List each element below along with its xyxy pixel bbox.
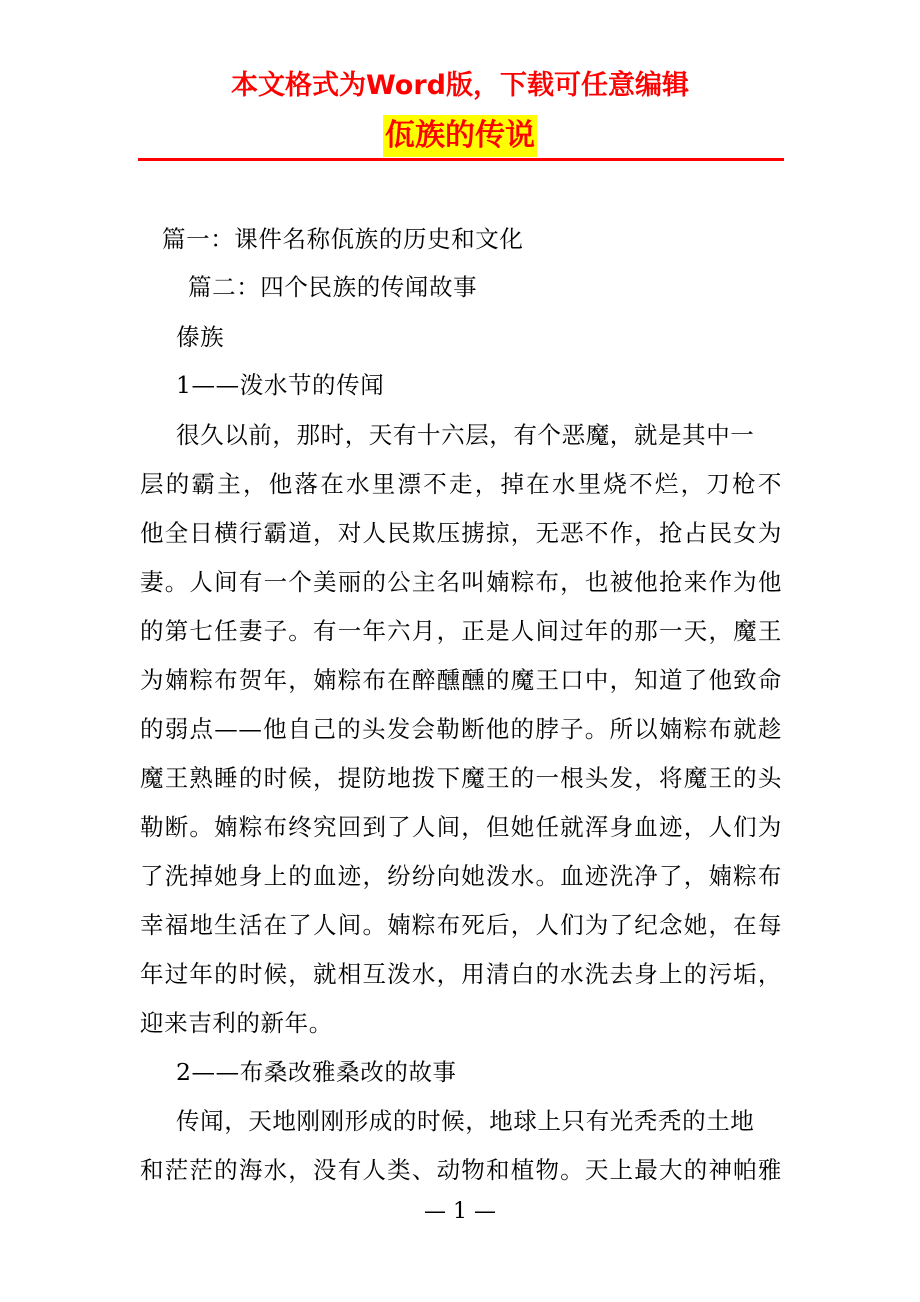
document-title: 佤族的传说 [383,115,537,157]
page-number: — 1 — [424,1199,496,1224]
story1-line: 年过年的时候，就相互泼水，用清白的水洗去身上的污垢， [140,960,782,988]
story-heading-2: 2——布桑改雅桑改的故事 [176,1058,457,1086]
story1-line: 勒断。婻粽布终究回到了人间，但她任就浑身血迹，人们为 [140,813,782,841]
story1-line: 的弱点——他自己的头发会勒断他的脖子。所以婻粽布就趁 [140,715,782,743]
section-heading-2: 篇二：四个民族的传闻故事 [188,273,478,301]
story1-line: 为婻粽布贺年，婻粽布在醉醺醺的魔王口中，知道了他致命 [140,666,782,694]
story1-line: 的第七任妻子。有一年六月，正是人间过年的那一天，魔王 [140,617,782,645]
story2-line: 和茫茫的海水，没有人类、动物和植物。天上最大的神帕雅 [140,1156,782,1184]
story1-line: 层的霸主，他落在水里漂不走，掉在水里烧不烂，刀枪不 [140,470,782,498]
ethnic-group-heading: 傣族 [176,323,225,351]
story2-line: 传闻，天地刚刚形成的时候，地球上只有光秃秃的土地 [176,1107,755,1135]
section-heading-1: 篇一：课件名称佤族的历史和文化 [162,225,524,253]
story1-line: 很久以前，那时，天有十六层，有个恶魔，就是其中一 [176,421,755,449]
story1-line: 迎来吉利的新年。 [140,1009,333,1037]
story1-line: 了洗掉她身上的血迹，纷纷向她泼水。血迹洗净了，婻粽布 [140,862,782,890]
title-wrapper [0,115,920,157]
story1-line: 妻。人间有一个美丽的公主名叫婻粽布，也被他抢来作为他 [140,568,782,596]
story-heading-1: 1——泼水节的传闻 [176,371,385,399]
story1-line: 幸福地生活在了人间。婻粽布死后，人们为了纪念她，在每 [140,911,782,939]
title-divider [138,158,784,161]
format-notice-banner: 本文格式为Word版，下载可任意编辑 [230,70,689,101]
story1-line: 魔王熟睡的时候，提防地拨下魔王的一根头发，将魔王的头 [140,764,782,792]
story1-line: 他全日横行霸道，对人民欺压掳掠，无恶不作，抢占民女为 [140,519,782,547]
